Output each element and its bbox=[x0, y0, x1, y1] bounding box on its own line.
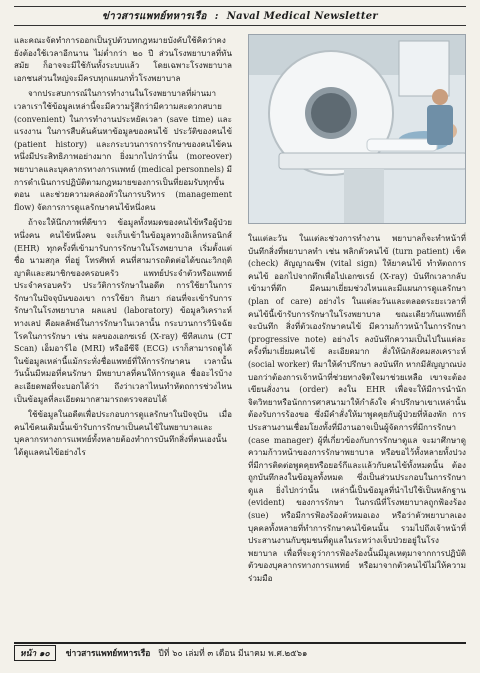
paragraph: ถ้าจะให้นึกภาพที่ดีขาว ข้อมูลทั้งหมดของคนไข้หรือผู้ป่วยหนึ่งคน คนไข้หนึ่งคน จะเก็บเข้าในข้อมูลทางอิเล็กทรอนิกส์ (EHR) ทุกครั้งที่เข้ามารับการรักษาในโรงพยาบาล เริ่มตั้งแต่ ชื่อ นามสกุล ที่อยู่ โทรศัพท์ คนที่สามารถติดต่อได้ขณะวิกฤติ ญาติและสมาชิกของครอบครัว แพทย์ประจำตัวหรือแพทย์ประจำครอบครัว ประวัติการรักษาในอดีต การใช้ยาในการรักษาในปัจจุบันของเขา การใช้ยา กินยา ก่อนที่จะเข้ารับการรักษาในโรงพยาบาล ผลแลป (laboratory) ข้อมูลวิเคราะห์ทางเลป คือผลลัพธ์ในการรักษาในเวลานั้น กระบวนการวินิจฉัยโรคในการรักษา เช่น ผลของเอกซเรย์ (X-ray) ซีทีสแกน (CT Scan) เอ็มอาร์ไอ (MRI) หรืออีซีจี (ECG) เราก็สามารถดูได้ในข้อมูลเหล่านี้แม้กระทั่งชื่อแพทย์ที่ให้การรักษาคน เวลานั้น วันนั้นมีหมอที่คนรักษา มีพยาบาลที่คนให้การดูแล ชื่ออะไรบ้าง ละเอียดพอที่จะบอกได้ว่า ถึงว่าเวลาไหนทำหัตถการช่วงไหน เป็นข้อมูลที่ละเอียดมากสามารถตรวจสอบได้ bbox=[14, 217, 232, 404]
header-separator: : bbox=[214, 10, 219, 22]
page-footer bbox=[14, 642, 466, 662]
paragraph: ในแต่ละวัน ในแต่ละช่วงการทำงาน พยาบาลก็จะทำหน้าที่บันทึกสิ่งที่พยาบาลทำ เช่น พลิกตัวคนไข้ (turn patient) เช็ค (check) สัญญาณชีพ (vital sign) ให้ยาคนไข้ ทำหัตถการคนไข้ ออกไปจากตึกเพื่อไปเอกซเรย์ (X-ray) บันทึกเวลากลับเข้ามาที่ตึก มีคนมาเยี่ยมช่วงไหนและมีแผนการดูแลรักษา (plan of care) อย่างไร ในแต่ละวันและตลอดระยะเวลาที่คนไข้นี้เข้ารับการรักษาในโรงพยาบาล ขณะเดียวกันแพทย์ก็จะบันทึก สิ่งที่ตัวเองรักษาคนไข้ มีความก้าวหน้าในการรักษา (progressive note) อย่างไร ลงบันทึกความเป็นไปในแต่ละครั้งที่มาเยี่ยมคนไข้ ละเอียดมาก สั่งให้นักสังคมสงเคราะห์ (social worker) ทีมาให้คำปรึกษา ลงบันทึก หากมีสัญญาณบ่งบอกว่าต้องการเจ้าหน้าที่ช่วยทางจิตใจมาช่วยเหลือ เขาจะต้องเขียนสั่งงาน (order) ลงใน EHR เพื่อจะให้มีการนำนักจิตวิทยาหรือนักการศาสนามาให้กำลังใจ คำปรึกษาเขาเหล่านั้นต้องรับการร้องขอ ซึ่งมีคำสั่งให้มาพูดคุยกับผู้ป่วยที่ห้องพัก การประสานงานเชื่อมโยงทั้งที่มีงานอาจเป็นผู้จัดการที่มีการรักษา (case manager) ผู้ที่เกี่ยวข้องกับการรักษาดูแล จะมาศึกษาดูความก้าวหน้าของการรักษาพยาบาล หรือขอไว้ทั้งหลายทั้งปวง ที่มีการติดต่อพูดคุยหรือยอร์กีและแล้วกับคนไข้ทั้งหมดนั้น ต้องถูกบันทึกลงในข้อมูลทั้งหมด ซึ่งเป็นส่วนประกอบในการรักษาดูแล ยิ่งไปกว่านั้น เหล่านี้เป็นข้อมูลที่นำไปใช้เป็นหลักฐาน (evident) ของการรักษา ในกรณีที่โรงพยาบาลถูกฟ้องร้อง (sue) หรือมีการฟ้องร้องตัวหมอเอง หรือว่าตัวพยาบาลเอง บุคคลทั้งหลายที่ทำการรักษาคนไข้คนนั้น รวมไปถึงเจ้าหน้าที่ประสานงานกับชุมชนที่ดูแลในระหว่างเจ็บป่วยอยู่ในโรงพยาบาล เพื่อที่จะดูว่าการฟ้องร้องนั้นมีมูลเหตุมาจากการปฏิบัติตัวของบุคลากรทางการแพทย์ หรือมาจากตัวคนไข้ไม่ให้ความร่วมมือ bbox=[248, 233, 466, 584]
paragraph: ใช้ข้อมูลในอดีตเพื่อประกอบการดูแลรักษาในปัจจุบัน เมื่อคนไข้คนเดิมนั้นเข้ารับการรักษาเป็นคนไข้ในพยาบาลและบุคลากรทางการแพทย์ทั้งหลายต้องทำการบันทึกสิ่งที่ตนเองนั้นได้ดูแลคนไข้อย่างไร bbox=[14, 409, 232, 457]
left-column bbox=[14, 34, 232, 634]
header-title-thai: ข่าวสารแพทย์ทหารเรือ bbox=[102, 10, 207, 22]
right-column bbox=[248, 232, 466, 634]
page-number: หน้า ๑๐ bbox=[14, 645, 56, 661]
footer-journal-name: ข่าวสารแพทย์ทหารเรือ bbox=[65, 649, 151, 659]
ct-scanner-illustration bbox=[249, 35, 466, 224]
ct-scanner-photo bbox=[248, 34, 466, 224]
page-header bbox=[14, 6, 466, 26]
paragraph: และคณะจัดทำการออกเป็นรูปตัวบทกฎหมายบังคับใช้คิดว่าคงยังต้องใช้เวลาอีกนาน ไม่ต่ำกว่า ๒๐ ปี ส่วนโรงพยาบาลที่ทันสมัย ก็อาจจะมีใช้กันทั้งระบบแล้ว โดยเฉพาะโรงพยาบาลเอกชนส่วนใหญ่จะมีครบทุกแผนกทั่วโรงพยาบาล bbox=[14, 35, 232, 83]
paragraph: จากประสบการณ์ในการทำงานในโรงพยาบาลที่ผ่านมา เวลาเราใช้ข้อมูลเหล่านี้จะมีความรู้สึกว่ามีความสะดวกสบาย (convenient) ในการทำงานประหยัดเวลา (save time) และแรงงาน ในการสืบค้นค้นหาข้อมูลของคนไข้ ประวัติของคนไข้ (patient history) และกระบวนการการรักษาของคนไข้คนหนึ่งมีประสิทธิภาพอย่างมาก ยิ่งมากไปกว่านั้น (moreover) พยาบาลและบุคลากรทางการแพทย์ (medical personnels) มีการดำเนินการปฏิบัติตามกฎหมายของการเป็นที่ยอมรับทุกขั้นตอน และช่วยความคล่องตัวในการบริหาร (management flow) จัดการการดูแลรักษาคนไข้หนึ่งคน bbox=[14, 88, 232, 212]
header-title-english: Naval Medical Newsletter bbox=[226, 10, 378, 22]
footer-issue-info: ปีที่ ๖๐ เล่มที่ ๓ เดือน มีนาคม พ.ศ.๒๕๖๑ bbox=[158, 649, 308, 659]
